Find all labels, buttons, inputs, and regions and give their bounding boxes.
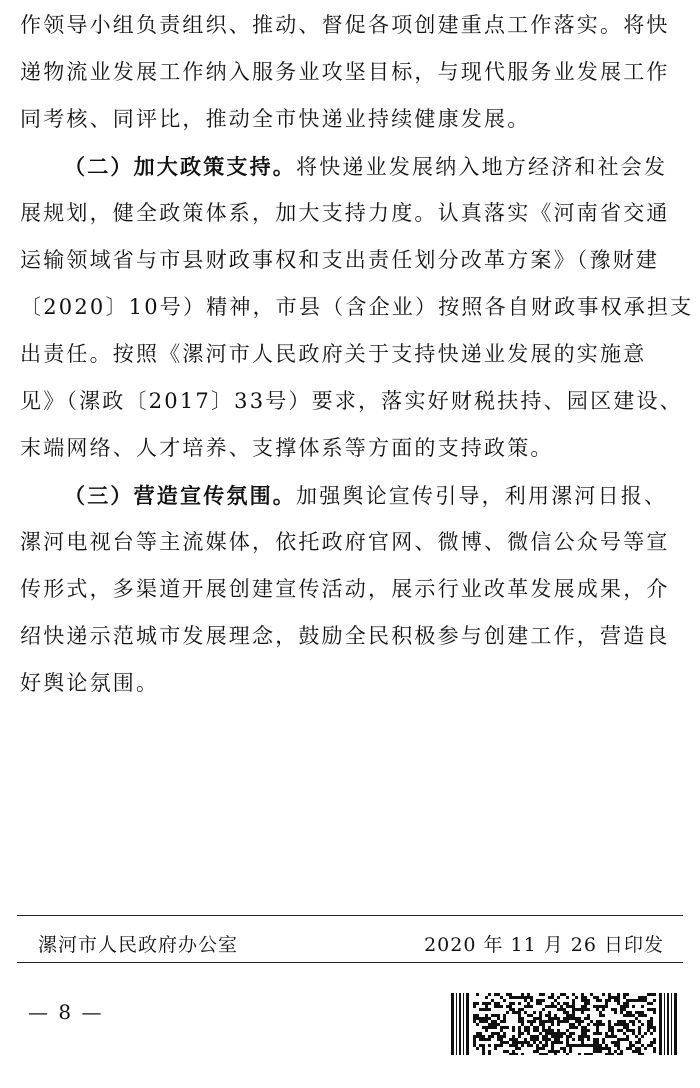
text-line: 绍快递示范城市发展理念，鼓励全民积极参与创建工作，营造良 (20, 624, 670, 648)
text-line: 好舆论氛围。 (20, 671, 160, 695)
issuer-name: 漯河市人民政府办公室 (38, 934, 239, 956)
text-line: 〔2020〕10号）精神，市县（含企业）按照各自财政事权承担支 (20, 295, 694, 319)
text-line: 末端网络、人才培养、支撑体系等方面的支持政策。 (20, 436, 554, 460)
document-body (20, 2, 694, 707)
barcode-icon (451, 993, 677, 1055)
footer-top-rule (17, 915, 683, 916)
page-number: — 8 — (28, 1000, 104, 1024)
text-line: 作领导小组负责组织、推动、督促各项创建重点工作落实。将快 (20, 13, 670, 37)
footer-bottom-rule (17, 962, 683, 963)
text-line: 见》（漯政〔2017〕33号）要求，落实好财税扶持、园区建设、 (20, 389, 683, 413)
text-line: 出责任。按照《漯河市人民政府关于支持快递业发展的实施意 (20, 342, 647, 366)
text-line: 递物流业发展工作纳入服务业攻坚目标，与现代服务业发展工作 (20, 60, 670, 84)
text-line: 运输领域省与市县财政事权和支出责任划分改革方案》（豫财建 (20, 248, 660, 272)
section-heading: （二）加大政策支持。 (64, 154, 296, 179)
text-line: 同考核、同评比，推动全市快递业持续健康发展。 (20, 107, 531, 131)
section-heading: （三）营造宣传氛围。 (64, 483, 296, 508)
text-run: 将快递业发展纳入地方经济和社会发 (296, 155, 668, 179)
paragraph-first-line (20, 143, 680, 190)
text-line: 漯河电视台等主流媒体，依托政府官网、微博、微信公众号等宣 (20, 530, 670, 554)
text-run: 加强舆论宣传引导，利用漯河日报、 (296, 484, 668, 508)
issue-date: 2020 年 11 月 26 日印发 (424, 934, 664, 956)
paragraph-first-line (20, 472, 680, 519)
text-line: 传形式，多渠道开展创建宣传活动，展示行业改革发展成果，介 (20, 577, 670, 601)
text-line: 展规划，健全政策体系，加大支持力度。认真落实《河南省交通 (20, 201, 670, 225)
